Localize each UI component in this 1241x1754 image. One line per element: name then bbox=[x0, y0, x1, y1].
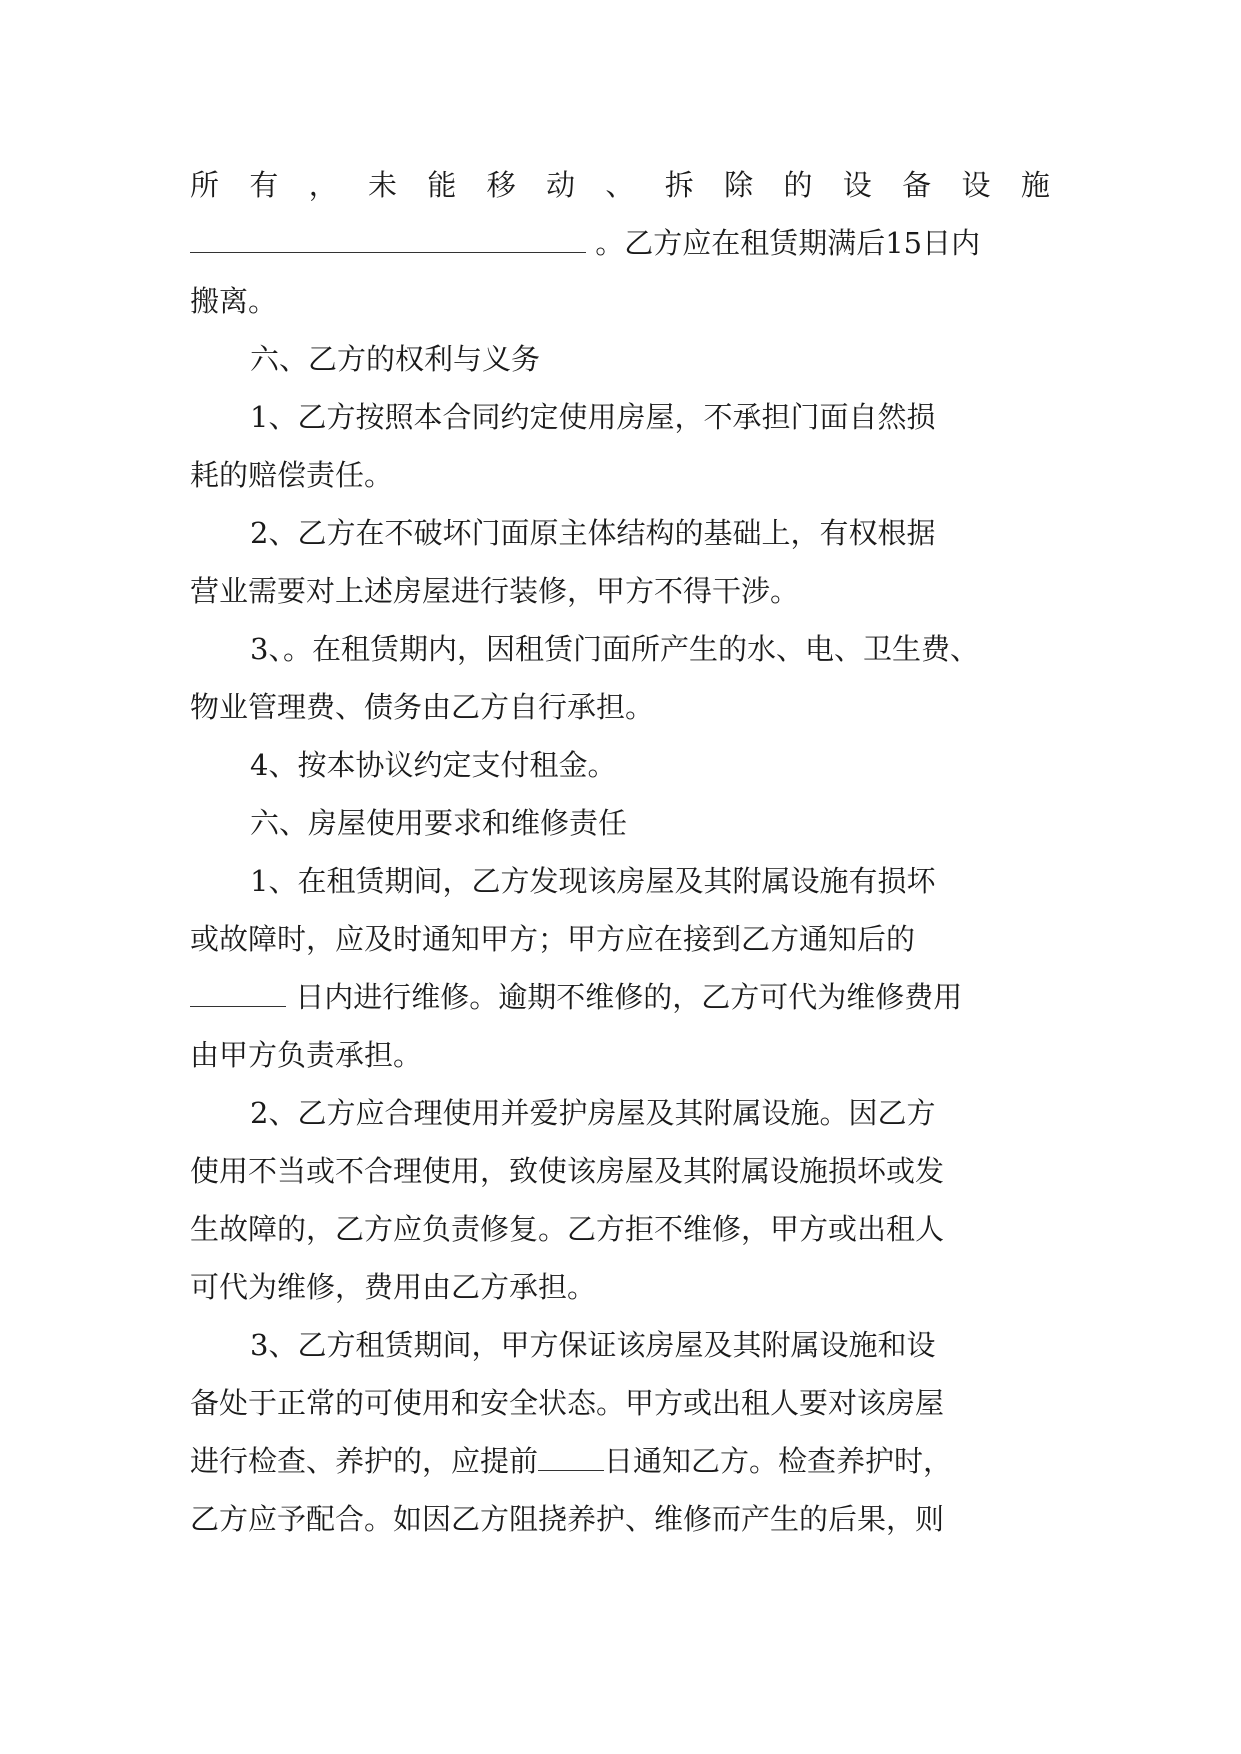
text-line: 搬离。 bbox=[190, 284, 278, 318]
char: 施 bbox=[1020, 168, 1050, 202]
text-line: 使用不当或不合理使用，致使该房屋及其附属设施损坏或发 bbox=[190, 1154, 945, 1188]
text-line: 乙方应予配合。如因乙方阻挠养护、维修而产生的后果，则 bbox=[190, 1502, 945, 1536]
char: 除 bbox=[724, 168, 754, 202]
char: 未 bbox=[368, 168, 398, 202]
text-line: 3、乙方租赁期间，甲方保证该房屋及其附属设施和设 bbox=[250, 1328, 936, 1362]
char: ， bbox=[308, 168, 338, 202]
char: 拆 bbox=[664, 168, 694, 202]
text-line: 1、乙方按照本合同约定使用房屋，不承担门面自然损 bbox=[250, 400, 936, 434]
text-line: 备处于正常的可使用和安全状态。甲方或出租人要对该房屋 bbox=[190, 1386, 945, 1420]
text-line: 营业需要对上述房屋进行装修，甲方不得干涉。 bbox=[190, 574, 800, 608]
document-page bbox=[190, 156, 1050, 1548]
section-heading: 六、房屋使用要求和维修责任 bbox=[250, 806, 628, 840]
text-segment: 。乙方应在租赁期满后15日内 bbox=[595, 226, 981, 260]
text-line: 物业管理费、债务由乙方自行承担。 bbox=[190, 690, 655, 724]
text-line-spread bbox=[190, 156, 1050, 214]
text-line bbox=[190, 1432, 1050, 1490]
text-line: 3、。在租赁期内，因租赁门面所产生的水、电、卫生费、 bbox=[250, 632, 979, 666]
text-line: 生故障的，乙方应负责修复。乙方拒不维修，甲方或出租人 bbox=[190, 1212, 945, 1246]
text-line: 4、按本协议约定支付租金。 bbox=[250, 748, 617, 782]
section-heading: 六、乙方的权利与义务 bbox=[250, 342, 541, 376]
text-line bbox=[190, 968, 1050, 1026]
text-line: 2、乙方应合理使用并爱护房屋及其附属设施。因乙方 bbox=[250, 1096, 936, 1130]
text-segment: 日通知乙方。检查养护时， bbox=[604, 1444, 953, 1478]
char: 、 bbox=[605, 168, 635, 202]
char: 的 bbox=[783, 168, 813, 202]
fill-in-blank bbox=[190, 970, 286, 1007]
fill-in-blank bbox=[538, 1434, 604, 1471]
text-line bbox=[190, 214, 1050, 272]
text-segment: 进行检查、养护的，应提前 bbox=[190, 1444, 539, 1478]
text-line: 2、乙方在不破坏门面原主体结构的基础上，有权根据 bbox=[250, 516, 936, 550]
char: 设 bbox=[961, 168, 991, 202]
char: 动 bbox=[546, 168, 576, 202]
text-line: 可代为维修，费用由乙方承担。 bbox=[190, 1270, 597, 1304]
text-line: 耗的赔偿责任。 bbox=[190, 458, 394, 492]
char: 所 bbox=[190, 168, 220, 202]
text-line: 由甲方负责承担。 bbox=[190, 1038, 423, 1072]
text-segment: 日内进行维修。逾期不维修的，乙方可代为维修费用 bbox=[295, 980, 963, 1014]
char: 移 bbox=[486, 168, 516, 202]
char: 有 bbox=[249, 168, 279, 202]
text-line: 或故障时，应及时通知甲方；甲方应在接到乙方通知后的 bbox=[190, 922, 916, 956]
char: 能 bbox=[427, 168, 457, 202]
fill-in-blank bbox=[190, 216, 586, 253]
char: 备 bbox=[902, 168, 932, 202]
char: 设 bbox=[842, 168, 872, 202]
text-line: 1、在租赁期间，乙方发现该房屋及其附属设施有损坏 bbox=[250, 864, 936, 898]
